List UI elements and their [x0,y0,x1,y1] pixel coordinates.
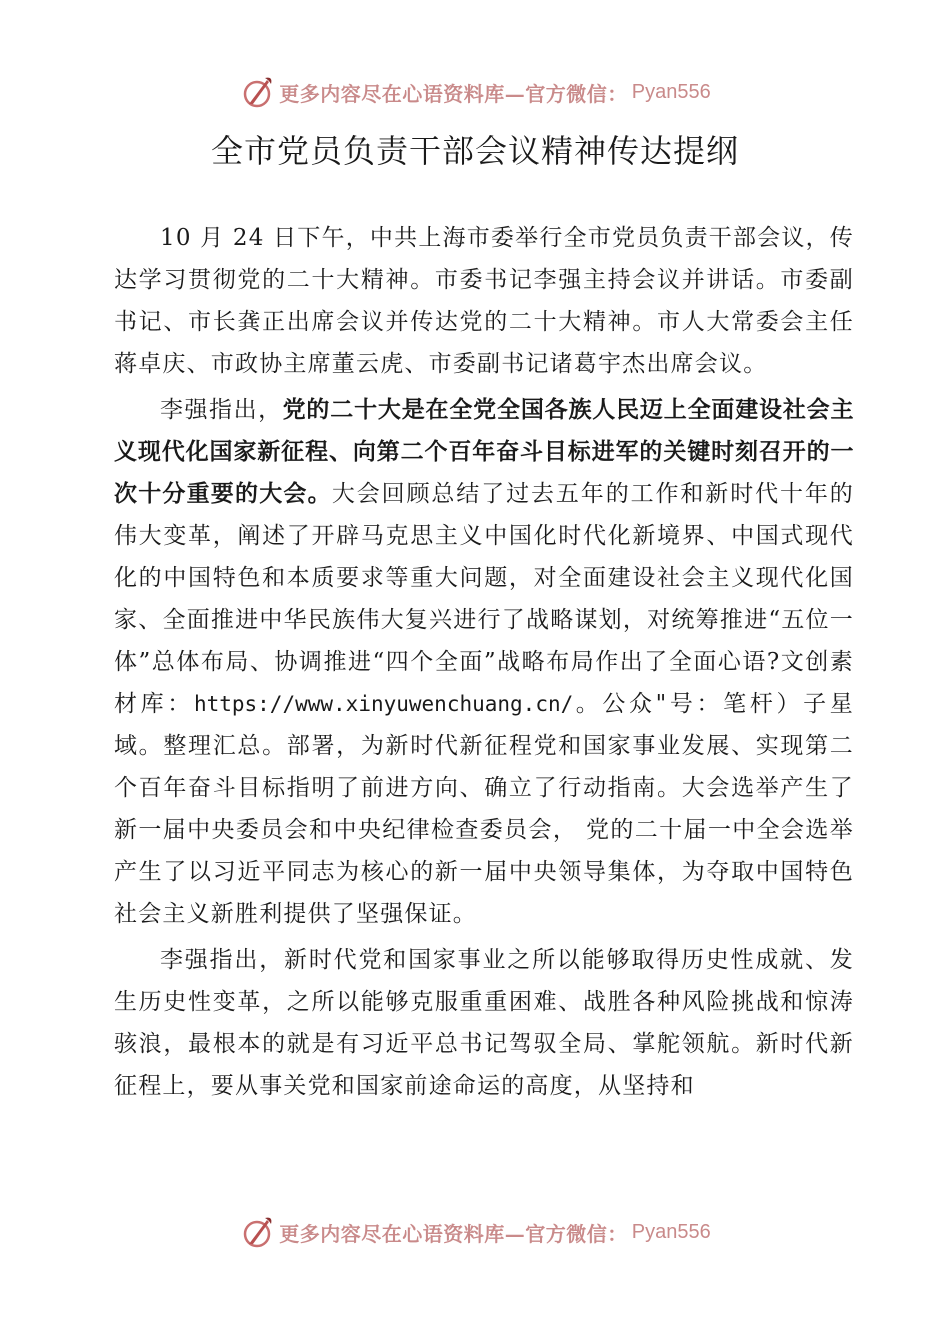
paragraph-2-bold: 党的二十大是在全党全国各族人民迈上全面建设社会主义现代化国家新征程、向第二个百年奋斗目标进军的关键时刻召开的一次十分重要的大会。 [114,397,855,507]
banner-text: 更多内容尽在心语资料库—官方微信： [279,1221,628,1246]
banner-wechat-id: Pyan556 [631,1220,711,1243]
quill-logo-icon [239,74,275,110]
paragraph-2 [114,389,854,935]
paragraph-2-lead: 李强指出， [160,397,283,423]
paragraph-2-text-a: 大会回顾总结了过去五年的工作和新时代十年的伟大变革，阐述了开辟马克思主义中国化时代化新境界、中国式现代化的中国特色和本质要求等重大问题，对全面建设社会主义现代化国家、全面推进中华民族伟大复兴进行了战略谋划，对统筹推进“五位一体”总体布局、协调推进“四个全面”战略布局作出了全面心语?文创素材库： [114,481,855,717]
page-title: 全市党员负责干部会议精神传达提纲 [210,132,739,170]
footer-banner [0,1212,950,1252]
document-body [114,217,854,1111]
paragraph-2-url: https://www.xinyuwenchuang.cn/ [193,692,574,716]
quill-logo-icon [239,1214,275,1250]
banner-text: 更多内容尽在心语资料库—官方微信： [279,81,628,106]
paragraph-1: 10 月 24 日下午，中共上海市委举行全市党员负责干部会议，传达学习贯彻党的二十大精神。市委书记李强主持会议并讲话。市委副书记、市长龚正出席会议并传达党的二十大精神。市人大常委会主任蒋卓庆、市政协主席董云虎、市委副书记诸葛宇杰出席会议。 [114,225,854,377]
paragraph-2-text-b: 。公众"号：笔杆）子星域。整理汇总。部署，为新时代新征程党和国家事业发展、实现第二个百年奋斗目标指明了前进方向、确立了行动指南。大会选举产生了新一届中央委员会和中央纪律检查委员会， 党的二十届一中全会选举产生了以习近平同志为核心的新一届中央领导集体，为夺取中国特色社会主义新胜利提供了坚强保证。 [114,691,854,927]
header-banner [0,72,950,112]
paragraph-3: 李强指出，新时代党和国家事业之所以能够取得历史性成就、发生历史性变革，之所以能够克服重重困难、战胜各种风险挑战和惊涛骇浪，最根本的就是有习近平总书记驾驭全局、掌舵领航。新时代新征程上，要从事关党和国家前途命运的高度，从坚持和 [114,947,854,1099]
banner-wechat-id: Pyan556 [631,80,711,103]
